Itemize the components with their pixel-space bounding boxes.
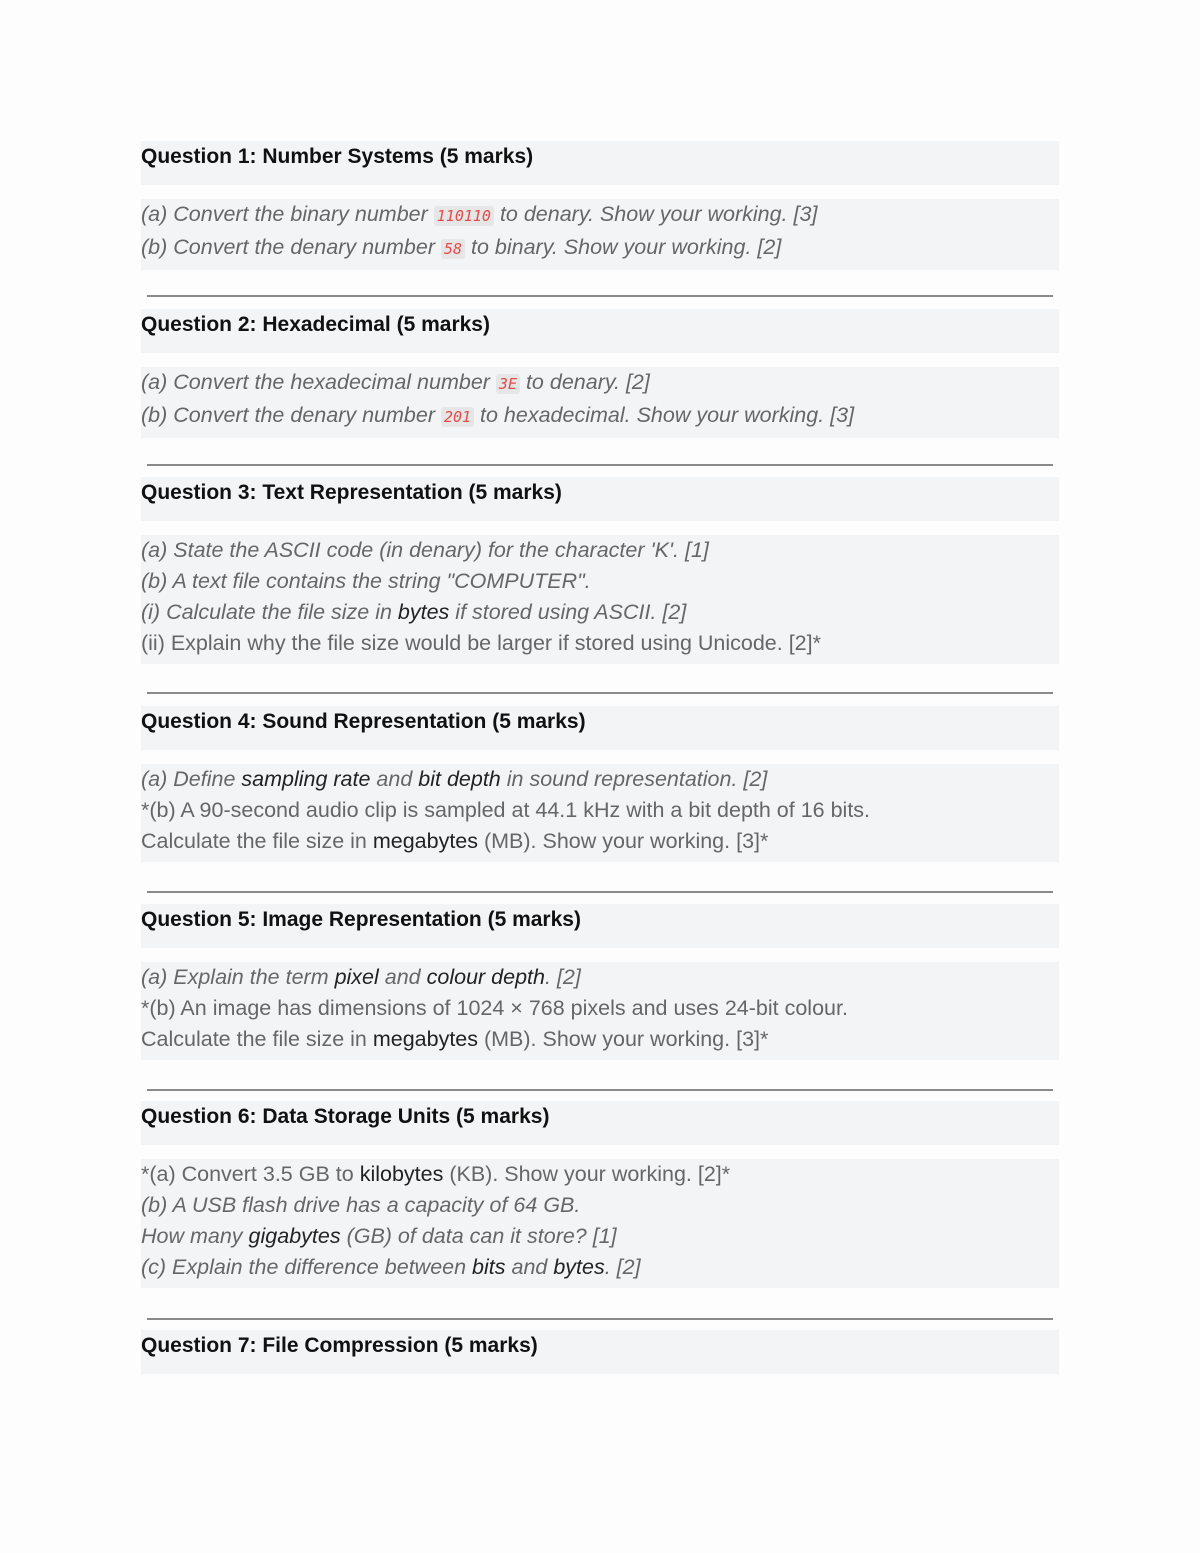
- q1-b-text-end: to binary. Show your working. [2]: [465, 235, 782, 259]
- question-1-title: Question 1: Number Systems (5 marks): [141, 141, 1059, 185]
- q2-b-text: (b) Convert the denary number: [141, 403, 441, 427]
- q5-a-text-end: . [2]: [544, 965, 581, 989]
- q6-part-b-line-2: [141, 1221, 1059, 1252]
- q6-part-c: [141, 1252, 1059, 1283]
- q1-b-code: 58: [441, 239, 465, 259]
- question-1-body: [141, 199, 1059, 270]
- q2-part-b: [141, 400, 1059, 433]
- q1-part-b: [141, 232, 1059, 265]
- question-5: [141, 904, 1059, 1060]
- q1-b-text: (b) Convert the denary number: [141, 235, 441, 259]
- question-2-title: Question 2: Hexadecimal (5 marks): [141, 309, 1059, 353]
- question-6: [141, 1101, 1059, 1288]
- q6-c-emphasis-1: bits: [472, 1255, 506, 1279]
- q6-b2-text-end: (GB) of data can it store? [1]: [340, 1224, 617, 1248]
- q5-a-emphasis-1: pixel: [334, 965, 379, 989]
- q4-a-text: (a) Define: [141, 767, 242, 791]
- q3-i-emphasis: bytes: [397, 600, 450, 624]
- q6-a-text: *(a) Convert 3.5 GB to: [141, 1162, 360, 1186]
- q4-a-emphasis-1: sampling rate: [241, 767, 371, 791]
- divider: [147, 295, 1053, 297]
- question-1: [141, 141, 1059, 270]
- q3-i-text-end: if stored using ASCII. [2]: [449, 600, 687, 624]
- q6-c-emphasis-2: bytes: [553, 1255, 605, 1279]
- divider: [147, 1089, 1053, 1091]
- q4-a-text-mid: and: [370, 767, 419, 791]
- q5-a-text-mid: and: [378, 965, 427, 989]
- q6-c-text-end: . [2]: [604, 1255, 641, 1279]
- q2-b-code: 201: [441, 407, 474, 427]
- question-6-title: Question 6: Data Storage Units (5 marks): [141, 1101, 1059, 1145]
- q4-a-emphasis-2: bit depth: [418, 767, 501, 791]
- question-7-title: Question 7: File Compression (5 marks): [141, 1330, 1059, 1374]
- q5-part-b-line-1: *(b) An image has dimensions of 1024 × 768 pixels and uses 24-bit colour.: [141, 996, 848, 1020]
- q4-b2-emphasis: megabytes: [372, 829, 479, 853]
- q5-a-text: (a) Explain the term: [141, 965, 335, 989]
- q5-part-b-line-2: [141, 1024, 1059, 1055]
- q6-c-text-mid: and: [505, 1255, 554, 1279]
- divider: [147, 891, 1053, 893]
- question-2: [141, 309, 1059, 438]
- q2-b-text-end: to hexadecimal. Show your working. [3]: [474, 403, 855, 427]
- question-4: [141, 706, 1059, 862]
- question-2-body: [141, 367, 1059, 438]
- q4-part-b-line-2: [141, 826, 1059, 857]
- question-6-body: [141, 1159, 1059, 1288]
- q6-b2-emphasis: gigabytes: [248, 1224, 341, 1248]
- q5-a-emphasis-2: colour depth: [426, 965, 545, 989]
- q4-a-text-end: in sound representation. [2]: [500, 767, 768, 791]
- q5-part-a: [141, 962, 1059, 993]
- q3-part-a: (a) State the ASCII code (in denary) for the character 'K'. [1]: [141, 538, 709, 562]
- question-3: [141, 477, 1059, 664]
- divider: [147, 1318, 1053, 1320]
- q3-i-text: (i) Calculate the file size in: [141, 600, 398, 624]
- q4-part-b-line-1: *(b) A 90-second audio clip is sampled at 44.1 kHz with a bit depth of 16 bits.: [141, 798, 871, 822]
- q6-part-a: [141, 1159, 1059, 1190]
- q1-a-code: 110110: [434, 206, 494, 226]
- q2-a-text-end: to denary. [2]: [519, 370, 650, 394]
- q5-b2-emphasis: megabytes: [372, 1027, 479, 1051]
- q2-a-text: (a) Convert the hexadecimal number: [141, 370, 496, 394]
- question-7: [141, 1330, 1059, 1374]
- q2-a-code: 3E: [496, 374, 520, 394]
- q3-part-b-i: [141, 597, 1059, 628]
- question-5-body: [141, 962, 1059, 1060]
- divider: [147, 464, 1053, 466]
- q4-b2-text: Calculate the file size in: [141, 829, 373, 853]
- divider: [147, 692, 1053, 694]
- q5-b2-text: Calculate the file size in: [141, 1027, 373, 1051]
- q3-part-b-ii: (ii) Explain why the file size would be larger if stored using Unicode. [2]*: [141, 631, 821, 655]
- q2-part-a: [141, 367, 1059, 400]
- question-5-title: Question 5: Image Representation (5 marks): [141, 904, 1059, 948]
- q4-b2-text-end: (MB). Show your working. [3]*: [478, 829, 769, 853]
- q6-a-text-end: (KB). Show your working. [2]*: [443, 1162, 731, 1186]
- q1-a-text: (a) Convert the binary number: [141, 202, 434, 226]
- q4-part-a: [141, 764, 1059, 795]
- q6-b2-text: How many: [141, 1224, 249, 1248]
- q1-a-text-end: to denary. Show your working. [3]: [493, 202, 818, 226]
- question-4-title: Question 4: Sound Representation (5 marks): [141, 706, 1059, 750]
- q5-b2-text-end: (MB). Show your working. [3]*: [478, 1027, 769, 1051]
- question-3-title: Question 3: Text Representation (5 marks): [141, 477, 1059, 521]
- q6-part-b-line-1: (b) A USB flash drive has a capacity of 64 GB.: [141, 1193, 581, 1217]
- question-4-body: [141, 764, 1059, 862]
- question-3-body: [141, 535, 1059, 664]
- q6-a-emphasis: kilobytes: [359, 1162, 444, 1186]
- q6-c-text: (c) Explain the difference between: [141, 1255, 473, 1279]
- q3-part-b: (b) A text file contains the string "COMPUTER".: [141, 569, 591, 593]
- q1-part-a: [141, 199, 1059, 232]
